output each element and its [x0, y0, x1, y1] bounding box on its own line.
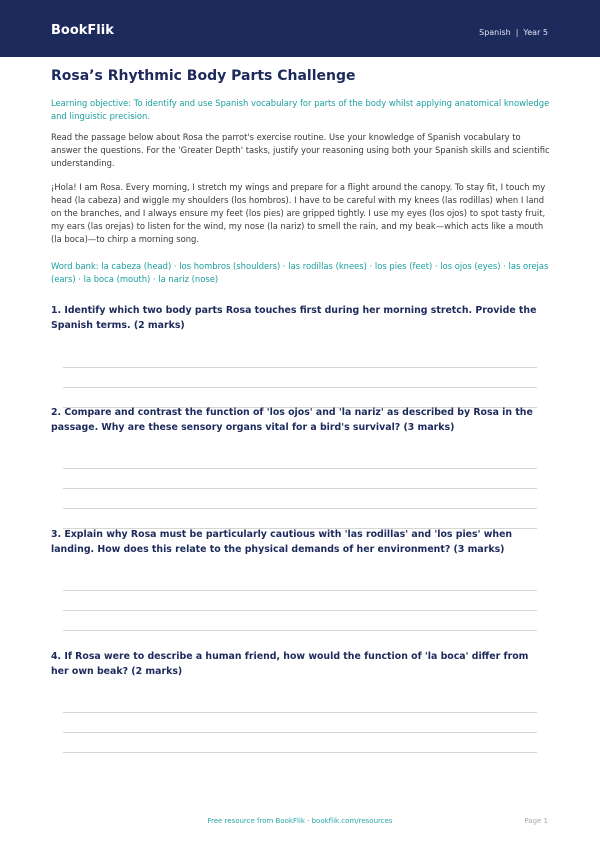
header-bar: [0, 0, 600, 57]
page-number: Page 1: [524, 817, 548, 825]
question-2: 2. Compare and contrast the function of 'los ojos' and 'la nariz' as described by Rosa in the passage. Why are these sensory organs vital for a bird's survival? (3 marks): [51, 407, 533, 433]
answer-line[interactable]: [63, 712, 537, 713]
answer-line[interactable]: [63, 630, 537, 631]
answer-line[interactable]: [63, 488, 537, 489]
page-title: Rosa’s Rhythmic Body Parts Challenge: [51, 68, 356, 84]
question-4: 4. If Rosa were to describe a human friend, how would the function of 'la boca' differ from her own beak? (2 marks): [51, 651, 529, 677]
answer-line[interactable]: [63, 367, 537, 368]
question-1: 1. Identify which two body parts Rosa touches first during her morning stretch. Provide the Spanish terms. (2 marks): [51, 305, 537, 331]
answer-line[interactable]: [63, 732, 537, 733]
brand-logo: BookFlik: [51, 23, 114, 38]
subject-label: Spanish: [479, 28, 511, 37]
year-label: Year 5: [523, 28, 548, 37]
answer-line[interactable]: [63, 610, 537, 611]
answer-line[interactable]: [63, 590, 537, 591]
question-3: 3. Explain why Rosa must be particularly cautious with 'las rodillas' and 'los pies' when landing. How does this relate to the physical demands of her environment? (3 marks): [51, 529, 513, 555]
answer-line[interactable]: [63, 752, 537, 753]
answer-line[interactable]: [63, 387, 537, 388]
instructions: Read the passage below about Rosa the parrot's exercise routine. Use your knowledge of Spanish vocabulary to answer the questions. For the 'Greater Depth' tasks, justify your reasoning using both your Spanish skills and scientific understanding.: [51, 132, 550, 168]
learning-objective: Learning objective: To identify and use Spanish vocabulary for parts of the body whilst applying anatomical knowledge and linguistic precision.: [51, 98, 550, 121]
footer-link[interactable]: Free resource from BookFlik · bookflik.com/resources: [207, 817, 393, 825]
answer-line[interactable]: [63, 468, 537, 469]
header-meta: [479, 27, 548, 39]
passage: ¡Hola! I am Rosa. Every morning, I stretch my wings and prepare for a flight around the canopy. To stay fit, I touch my head (la cabeza) and wiggle my shoulders (los hombros). I have to be careful with my knees (las rodillas) when I land on the branches, and I always ensure my feet (los pies) are gripped tightly. I use my eyes (los ojos) to spot tasty fruit, my ears (las orejas) to listen for the wind, my nose (la nariz) to smell the rain, and my beak—which acts like a mouth (la boca)—to chirp a morning song.: [51, 182, 546, 244]
word-bank: Word bank: la cabeza (head) · los hombros (shoulders) · las rodillas (knees) · los pies (feet) · los ojos (eyes) · las orejas (ears) · la boca (mouth) · la nariz (nose): [51, 261, 549, 284]
answer-line[interactable]: [63, 508, 537, 509]
meta-separator: |: [515, 28, 519, 37]
